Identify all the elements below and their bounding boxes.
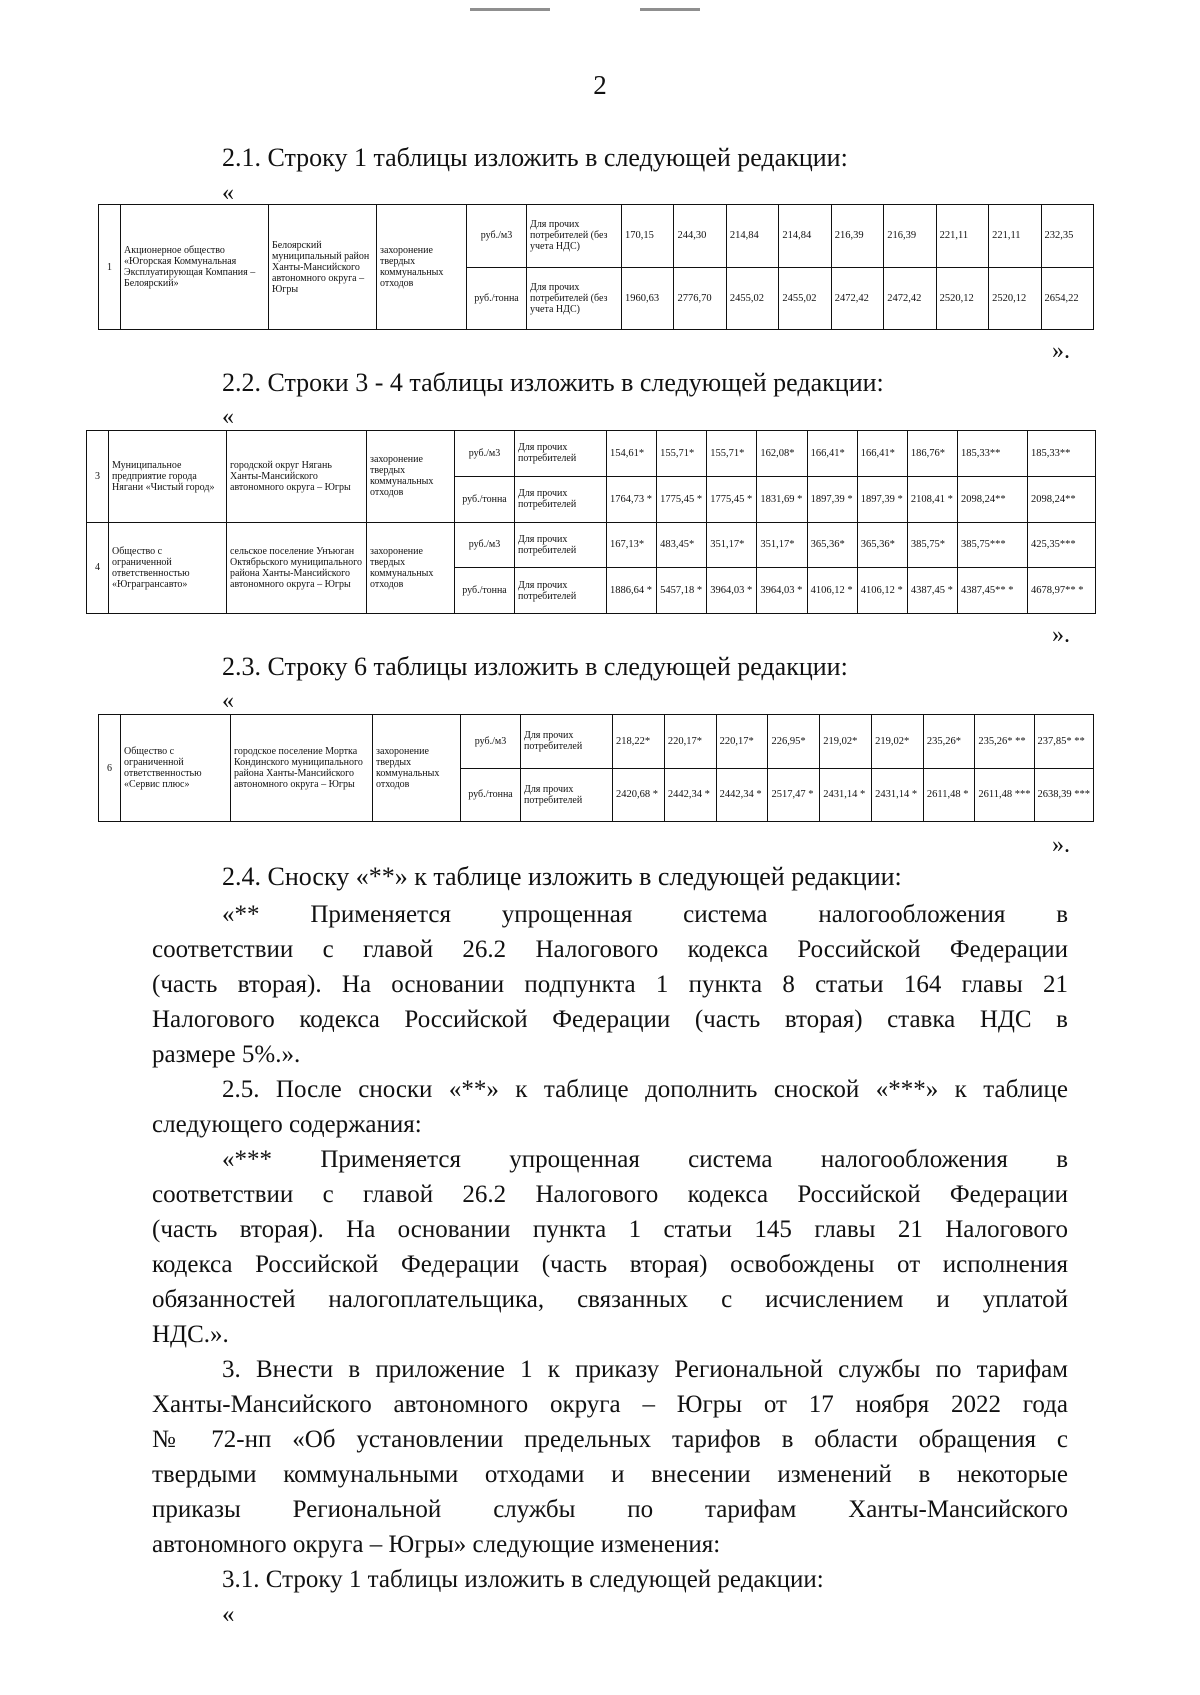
text-line: автономного округа – Югры» следующие изменения: xyxy=(152,1531,721,1558)
tariff-value: 166,41* xyxy=(857,431,907,477)
tariff-value: 1831,69 * xyxy=(757,476,807,522)
tariff-value: 218,22* xyxy=(613,715,665,769)
tariff-value: 220,17* xyxy=(716,715,768,769)
text-line: Налогового кодекса Российской Федерации (часть вторая) ставка НДС в xyxy=(152,1006,1068,1033)
tariff-value: 1775,45 * xyxy=(657,476,707,522)
table-rows-3-4 xyxy=(86,430,1096,614)
open-quote: « xyxy=(222,404,234,430)
tariff-value: 385,75*** xyxy=(958,522,1028,568)
section-2-4-title: 2.4. Сноску «**» к таблице изложить в следующей редакции: xyxy=(222,862,902,891)
text-line: НДС.». xyxy=(152,1321,229,1348)
tariff-value: 3964,03 * xyxy=(757,568,807,614)
tariff-value: 351,17* xyxy=(707,522,757,568)
section-2-5-text xyxy=(152,1072,1068,1352)
close-quote: ». xyxy=(1052,832,1070,858)
unit: руб./м3 xyxy=(467,205,527,268)
tariff-value: 235,26* ** xyxy=(975,715,1034,769)
consumer-group: Для прочих потребителей xyxy=(521,768,613,822)
tariff-value: 2098,24** xyxy=(958,476,1028,522)
tariff-value: 185,33** xyxy=(958,431,1028,477)
text-line: «*** Применяется упрощенная система налогообложения в xyxy=(222,1146,1068,1173)
text-line: (часть вторая). На основании подпункта 1 пункта 8 статьи 164 главы 21 xyxy=(152,971,1068,998)
tariff-value: 214,84 xyxy=(779,205,831,268)
tariff-value: 1897,39 * xyxy=(857,476,907,522)
unit: руб./тонна xyxy=(455,568,515,614)
unit: руб./м3 xyxy=(455,431,515,477)
section-2-3-title: 2.3. Строку 6 таблицы изложить в следующей редакции: xyxy=(222,652,848,681)
territory: городское поселение Мортка Кондинского муниципального района Ханты-Мансийского автономного округа – Югры xyxy=(231,715,373,822)
consumer-group: Для прочих потребителей xyxy=(521,715,613,769)
tariff-value: 154,61* xyxy=(607,431,657,477)
unit: руб./тонна xyxy=(455,476,515,522)
text-line: кодекса Российской Федерации (часть вторая) освобождены от исполнения xyxy=(152,1251,1068,1278)
consumer-group: Для прочих потребителей xyxy=(515,431,607,477)
text-line: Ханты-Мансийского автономного округа – Югры от 17 ноября 2022 года xyxy=(152,1391,1068,1418)
text-line: 3.1. Строку 1 таблицы изложить в следующей редакции: xyxy=(222,1566,824,1593)
tariff-value: 219,02* xyxy=(872,715,924,769)
consumer-group: Для прочих потребителей (без учета НДС) xyxy=(527,205,622,268)
tariff-value: 2611,48 *** xyxy=(975,768,1034,822)
text-line: № 72-нп «Об установлении предельных тарифов в области обращения с xyxy=(152,1426,1068,1453)
text-line: приказы Региональной службы по тарифам Ханты-Мансийского xyxy=(152,1496,1068,1523)
tariff-value: 167,13* xyxy=(607,522,657,568)
territory: сельское поселение Унъюган Октябрьского муниципального района Ханты-Мансийского автономного округа – Югры xyxy=(227,522,367,614)
tariff-value: 186,76* xyxy=(907,431,957,477)
tariff-value: 237,85* ** xyxy=(1034,715,1094,769)
tariff-value: 3964,03 * xyxy=(707,568,757,614)
row-number: 6 xyxy=(99,715,121,822)
unit: руб./тонна xyxy=(461,768,521,822)
text-line: твердыми коммунальными отходами и внесении изменений в некоторые xyxy=(152,1461,1068,1488)
activity: захоронение твердых коммунальных отходов xyxy=(367,431,455,523)
territory: городской округ Нягань Ханты-Мансийского автономного округа – Югры xyxy=(227,431,367,523)
tariff-value: 483,45* xyxy=(657,522,707,568)
tariff-value: 2517,47 * xyxy=(768,768,820,822)
section-2-1-title: 2.1. Строку 1 таблицы изложить в следующей редакции: xyxy=(222,143,848,172)
tariff-value: 5457,18 * xyxy=(657,568,707,614)
text-line: «** Применяется упрощенная система налогообложения в xyxy=(222,901,1068,928)
scan-artifact xyxy=(470,8,550,11)
tariff-value: 2638,39 *** xyxy=(1034,768,1094,822)
tariff-value: 4678,97** * xyxy=(1028,568,1096,614)
tariff-value: 2098,24** xyxy=(1028,476,1096,522)
tariff-value: 2776,70 xyxy=(674,267,726,330)
tariff-value: 4387,45** * xyxy=(958,568,1028,614)
tariff-value: 1960,63 xyxy=(622,267,674,330)
tariff-value: 1764,73 * xyxy=(607,476,657,522)
section-3-text xyxy=(152,1352,1068,1632)
organization-name: Общество с ограниченной ответственностью «Юграгрансавто» xyxy=(109,522,227,614)
scan-artifact xyxy=(640,8,700,11)
tariff-value: 425,35*** xyxy=(1028,522,1096,568)
tariff-value: 1775,45 * xyxy=(707,476,757,522)
close-quote: ». xyxy=(1052,622,1070,648)
consumer-group: Для прочих потребителей xyxy=(515,522,607,568)
text-line: соответствии с главой 26.2 Налогового кодекса Российской Федерации xyxy=(152,936,1068,963)
text-line: (часть вторая). На основании пункта 1 статьи 145 главы 21 Налогового xyxy=(152,1216,1068,1243)
row-number: 1 xyxy=(99,205,121,330)
activity: захоронение твердых коммунальных отходов xyxy=(377,205,467,330)
tariff-value: 385,75* xyxy=(907,522,957,568)
tariff-value: 219,02* xyxy=(820,715,872,769)
tariff-value: 235,26* xyxy=(923,715,975,769)
text-line: обязанностей налогоплательщика, связанных с исчислением и уплатой xyxy=(152,1286,1068,1313)
text-line: соответствии с главой 26.2 Налогового кодекса Российской Федерации xyxy=(152,1181,1068,1208)
unit: руб./м3 xyxy=(461,715,521,769)
open-quote: « xyxy=(222,180,234,206)
tariff-value: 1897,39 * xyxy=(807,476,857,522)
tariff-value: 216,39 xyxy=(884,205,936,268)
activity: захоронение твердых коммунальных отходов xyxy=(367,522,455,614)
tariff-value: 2442,34 * xyxy=(716,768,768,822)
table-row-1 xyxy=(98,204,1094,330)
tariff-value: 2108,41 * xyxy=(907,476,957,522)
tariff-value: 232,35 xyxy=(1041,205,1094,268)
tariff-value: 185,33** xyxy=(1028,431,1096,477)
text-line: 3. Внести в приложение 1 к приказу Региональной службы по тарифам xyxy=(222,1356,1068,1383)
tariff-value: 2431,14 * xyxy=(872,768,924,822)
tariff-value: 155,71* xyxy=(707,431,757,477)
text-line: размере 5%.». xyxy=(152,1041,301,1068)
tariff-value: 1886,64 * xyxy=(607,568,657,614)
tariff-value: 170,15 xyxy=(622,205,674,268)
tariff-value: 214,84 xyxy=(726,205,778,268)
tariff-value: 365,36* xyxy=(807,522,857,568)
tariff-value: 2611,48 * xyxy=(923,768,975,822)
tariff-value: 2520,12 xyxy=(989,267,1041,330)
tariff-value: 2520,12 xyxy=(936,267,988,330)
tariff-value: 2420,68 * xyxy=(613,768,665,822)
page-number: 2 xyxy=(593,70,607,100)
tariff-value: 226,95* xyxy=(768,715,820,769)
consumer-group: Для прочих потребителей (без учета НДС) xyxy=(527,267,622,330)
organization-name: Акционерное общество «Югорская Коммунальная Эксплуатирующая Компания – Белоярский» xyxy=(121,205,269,330)
tariff-value: 351,17* xyxy=(757,522,807,568)
tariff-value: 4106,12 * xyxy=(857,568,907,614)
unit: руб./тонна xyxy=(467,267,527,330)
open-quote: « xyxy=(222,1601,235,1628)
tariff-value: 2472,42 xyxy=(884,267,936,330)
tariff-value: 2442,34 * xyxy=(664,768,716,822)
tariff-value: 220,17* xyxy=(664,715,716,769)
close-quote: ». xyxy=(1052,338,1070,364)
tariff-value: 244,30 xyxy=(674,205,726,268)
tariff-value: 166,41* xyxy=(807,431,857,477)
tariff-value: 2472,42 xyxy=(831,267,883,330)
tariff-value: 155,71* xyxy=(657,431,707,477)
text-line: 2.5. После сноски «**» к таблице дополнить сноской «***» к таблице xyxy=(222,1076,1068,1103)
table-row-6 xyxy=(98,714,1094,822)
tariff-value: 4106,12 * xyxy=(807,568,857,614)
tariff-value: 4387,45 * xyxy=(907,568,957,614)
footnote-2-star-text xyxy=(152,897,1068,1072)
tariff-value: 216,39 xyxy=(831,205,883,268)
organization-name: Муниципальное предприятие города Нягани «Чистый город» xyxy=(109,431,227,523)
activity: захоронение твердых коммунальных отходов xyxy=(373,715,461,822)
section-2-2-title: 2.2. Строки 3 - 4 таблицы изложить в следующей редакции: xyxy=(222,368,884,397)
tariff-value: 2455,02 xyxy=(779,267,831,330)
tariff-value: 2654,22 xyxy=(1041,267,1094,330)
open-quote: « xyxy=(222,688,234,714)
tariff-value: 162,08* xyxy=(757,431,807,477)
unit: руб./м3 xyxy=(455,522,515,568)
tariff-value: 2455,02 xyxy=(726,267,778,330)
tariff-value: 221,11 xyxy=(936,205,988,268)
consumer-group: Для прочих потребителей xyxy=(515,476,607,522)
tariff-value: 365,36* xyxy=(857,522,907,568)
row-number: 3 xyxy=(87,431,109,523)
text-line: следующего содержания: xyxy=(152,1111,422,1138)
tariff-value: 2431,14 * xyxy=(820,768,872,822)
tariff-value: 221,11 xyxy=(989,205,1041,268)
territory: Белоярский муниципальный район Ханты-Мансийского автономного округа – Югры xyxy=(269,205,377,330)
row-number: 4 xyxy=(87,522,109,614)
organization-name: Общество с ограниченной ответственностью «Сервис плюс» xyxy=(121,715,231,822)
consumer-group: Для прочих потребителей xyxy=(515,568,607,614)
